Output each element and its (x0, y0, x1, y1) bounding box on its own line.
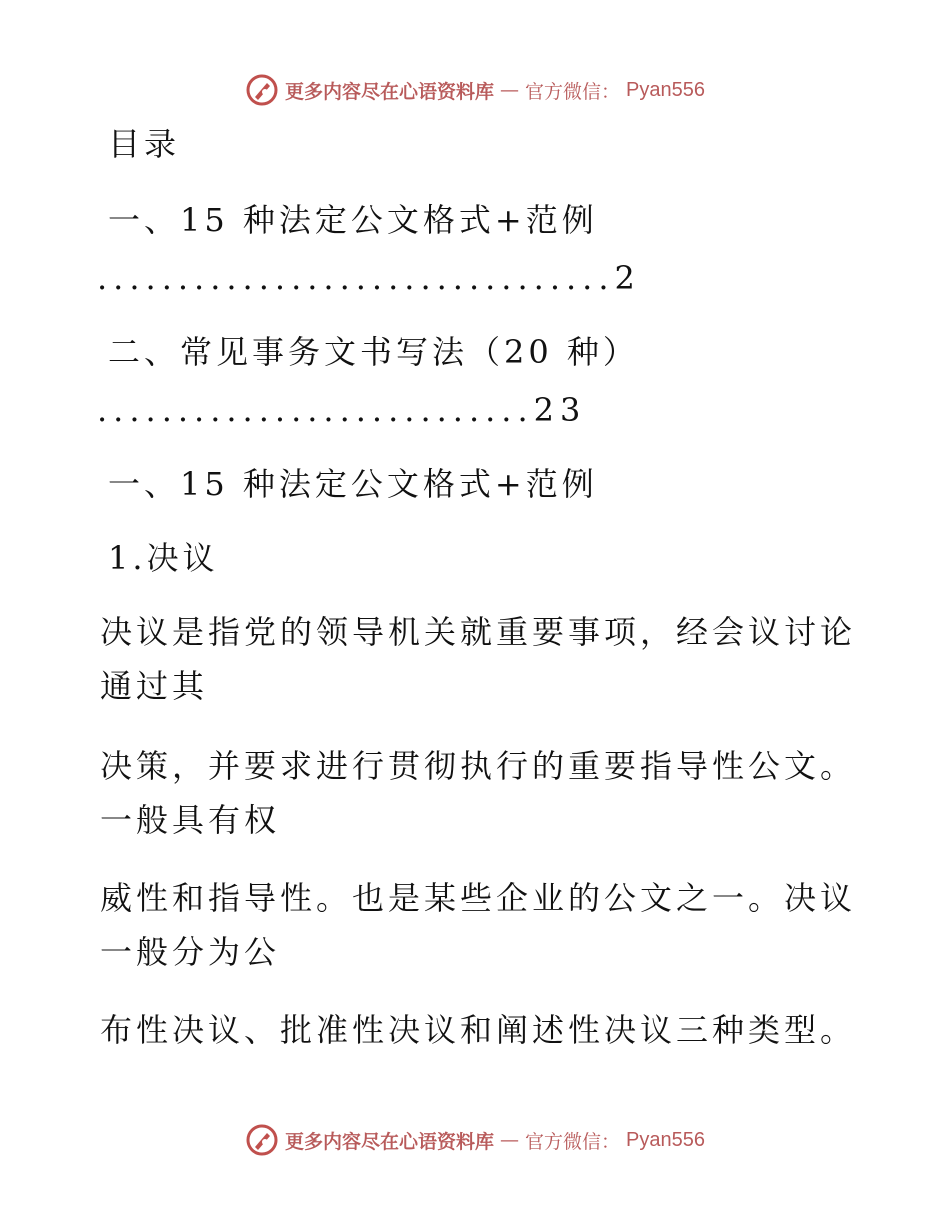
toc-item-1-page: 2 (614, 259, 641, 297)
toc-item-1-title: 一、15 种法定公文格式+范例 (108, 201, 598, 239)
watermark-brand: 更多内容尽在心语资料库 (285, 80, 495, 103)
footer-watermark (0, 1120, 950, 1160)
watermark-label: 官方微信： (525, 1130, 621, 1153)
toc-item-1-leader (97, 258, 641, 298)
toc-title: 目录 (108, 125, 181, 163)
body-line-6: 一般分为公 (100, 933, 281, 971)
watermark-brand: 更多内容尽在心语资料库 (285, 1130, 495, 1153)
body-line-1: 决议是指党的领导机关就重要事项，经会议讨论 (100, 613, 857, 651)
toc-item-2-title: 二、常见事务文书写法（20 种） (108, 333, 639, 371)
body-line-7: 布性决议、批准性决议和阐述性决议三种类型。 (100, 1011, 857, 1049)
watermark-id: Pyan556 (626, 1128, 705, 1151)
toc-item-1-dots: ................................ (97, 259, 615, 297)
subsection-heading: 1.决议 (108, 539, 219, 577)
section-heading: 一、15 种法定公文格式+范例 (108, 465, 598, 503)
pen-logo-icon (245, 1123, 279, 1157)
watermark-separator: — (500, 1129, 520, 1151)
watermark-label: 官方微信： (525, 80, 621, 103)
toc-item-2-dots: ........................... (97, 391, 534, 429)
header-watermark (0, 70, 950, 110)
body-line-2: 通过其 (100, 667, 209, 705)
watermark-separator: — (500, 79, 520, 101)
body-line-4: 一般具有权 (100, 801, 281, 839)
toc-item-2-leader (97, 390, 586, 430)
toc-item-2-page: 23 (533, 391, 587, 429)
watermark-id: Pyan556 (626, 78, 705, 101)
body-line-3: 决策，并要求进行贯彻执行的重要指导性公文。 (100, 747, 857, 785)
pen-logo-icon (245, 73, 279, 107)
body-line-5: 威性和指导性。也是某些企业的公文之一。决议 (100, 879, 857, 917)
